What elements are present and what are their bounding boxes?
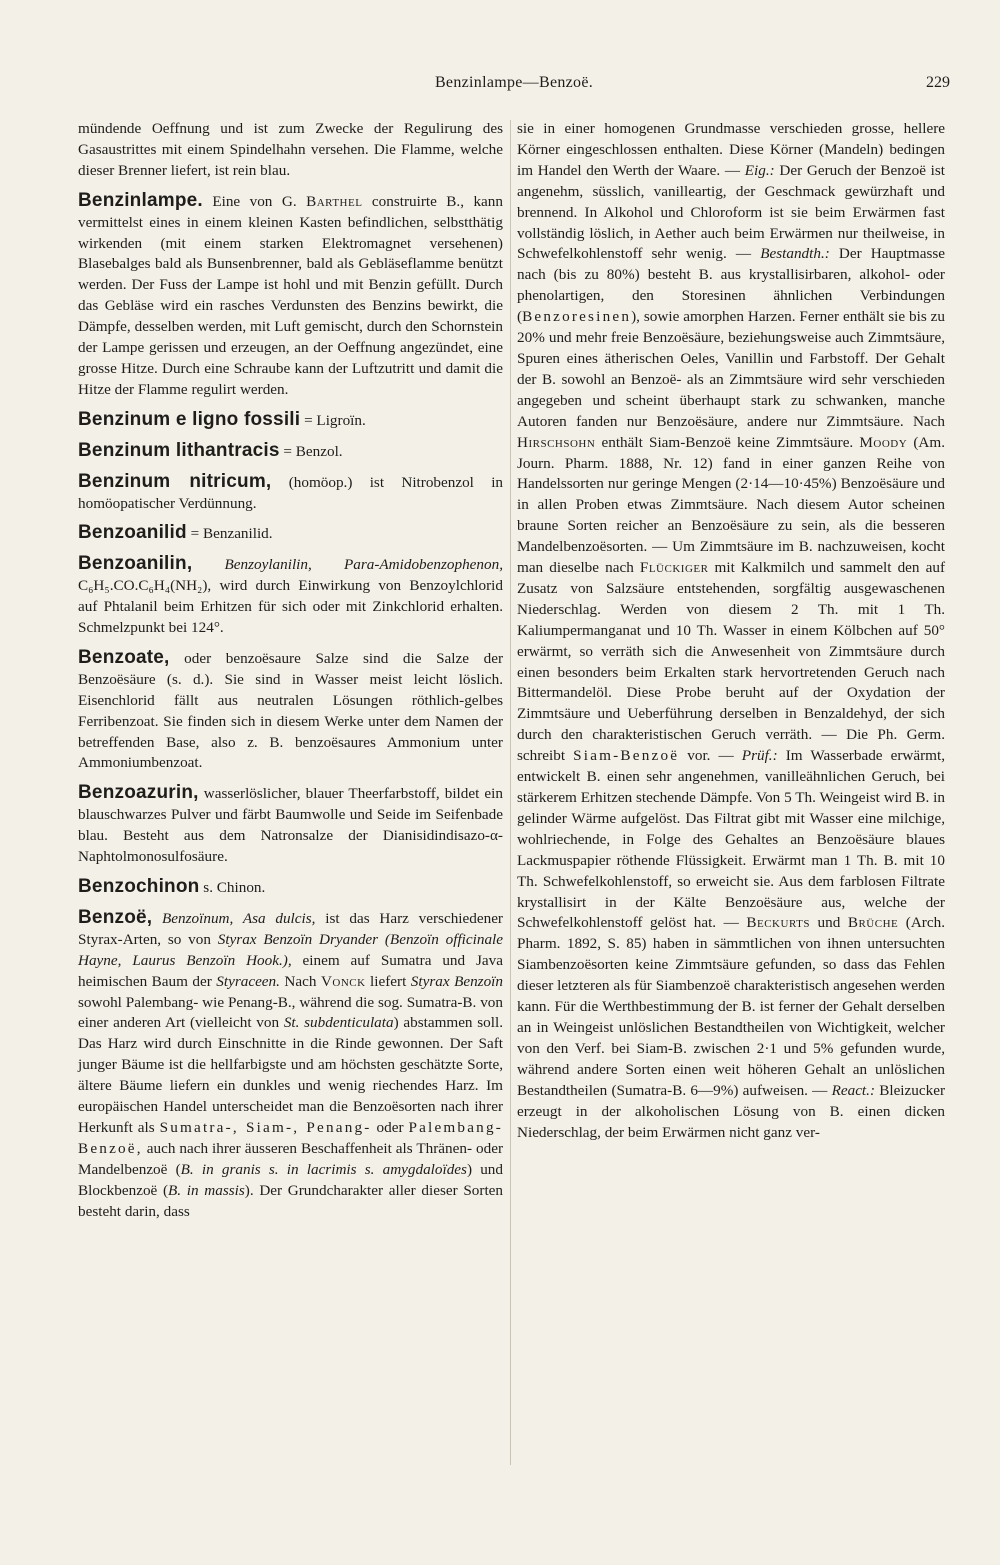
headword: Benzoazurin, xyxy=(78,782,199,804)
section-label: React.: xyxy=(831,1081,876,1099)
headword: Benzinlampe. xyxy=(78,189,203,211)
entry-text: auch nach ihrer äusseren Beschaffenheit als Thränen- oder Mandelbenzoë ( xyxy=(78,1139,503,1178)
right-column xyxy=(517,119,945,1143)
entry-text: mit Kalkmilch und sammelt den auf Zusatz von Salzsäure entstehenden, sorgfältig ausgewaschenen Niederschlag. Werden von diesem 2 Th. mit 1 Th. Kaliumpermanganat und 10 Th. Wasser in einem Kölbchen auf 50° erwärmt, so verräth sich die Anwesenheit von Zimmtsäure durch einen besonders beim Erkalten stark hervortretenden Geruch nach Bittermandelöl. Diese Probe beruht auf der Oxydation der Zimmtsäure und Ueberführung derselben in Benzaldehyd, der sich durch den charakteristischen Geruch verräth. — Die Ph. Germ. schreibt xyxy=(517,559,945,765)
entry-text: ) und Blockbenzoë ( xyxy=(78,1160,503,1199)
spaced-term: Siam-Benzoë xyxy=(573,747,680,765)
family-name: Styraceen. xyxy=(216,972,280,990)
entry-text: ), sowie amorphen Harzen. Ferner enthält sie bis zu 20% und mehr freie Benzoësäure, beziehungsweise auch Zimmtsäure, Spuren eines ätherischen Oeles, Vanillin und Farbstoff. Der Gehalt der B. sowohl an Benzoë- als an Zimmtsäure wird sehr verschieden angegeben und scheint überhaupt stark zu schwanken, manche Autoren fanden nur Benzoësäure, andere nur Zimmtsäure. Nach xyxy=(517,308,945,430)
entry-benzochinon xyxy=(78,877,503,899)
species-name: St. subdenticulata xyxy=(283,1014,394,1032)
headword: Benzoanilin, xyxy=(78,553,193,575)
entry-text: C₆H₅.CO.C₆H₄(NH₂), wird durch Einwirkung von Benzoylchlorid auf Phtalanil beim Erhitzen für sich oder mit Zinkchlorid erhalten. Schmelzpunkt bei 124°. xyxy=(78,577,503,637)
section-label: Bestandth.: xyxy=(760,245,830,263)
species-name: Styrax Benzoïn xyxy=(410,972,504,990)
entry-text: vor. — xyxy=(679,747,742,765)
running-title: Benzinlampe—Benzoë. xyxy=(434,74,594,91)
entry-text: sie in einer homogenen Grundmasse verschieden grosse, hellere Körner eingeschlossen enthalten. Diese Körner (Mandeln) bedingen im Handel den Werth der Waare. — xyxy=(517,120,945,179)
entry-text: = Benzol. xyxy=(279,442,343,460)
entry-text: ist das Harz verschiedener Styrax-Arten, so von xyxy=(78,909,503,948)
entry-text: (homöop.) ist Nitrobenzol in homöopatischer Verdünnung. xyxy=(78,473,504,512)
column-divider xyxy=(510,120,511,1465)
entry-benzoazurin xyxy=(78,783,503,868)
intro-text: mündende Oeffnung und ist zum Zwecke der Regulirung des Gasaustrittes mit einem Spindelhahn versehen. Die Flamme, welche dieser Brenner liefert, ist rein blau. xyxy=(78,120,503,179)
entry-benzinlampe xyxy=(78,191,503,401)
entry-text: = Benzanilid. xyxy=(186,525,273,543)
author-name: Beckurts xyxy=(746,914,810,932)
entry-text: und xyxy=(809,914,848,932)
entry-text: oder benzoësaure Salze sind die Salze der Benzoësäure (s. d.). Sie sind in Wasser meist leicht löslich. Eisenchlorid fällt aus neutralen Lösungen röthlich-gelbes Ferribenzoat. Sie finden sich in diesem Werke unter dem Namen der betreffenden Base, also z. B. benzoësaures Ammonium unter Ammoniumbenzoat. xyxy=(78,649,503,772)
entry-text: (Am. Journ. Pharm. 1888, Nr. 12) fand in einer ganzen Reihe von Handelssorten nur geringe Mengen (2·14—10·45%) Benzoësäure und in allen Proben etwas Zimmtsäure. Nach diesem Autor scheinen braune Sorten reicher an Benzoësäure zu sein, als die besseren Mandelbenzoësorten. — Um Zimmtsäure im B. nachzuweisen, kocht man dieselbe nach xyxy=(517,433,945,577)
entry-text: Der Geruch der Benzoë ist angenehm, süsslich, vanilleartig, der Geschmack gewürzhaft und brennend. In Alkohol und Chloroform ist sie beim Erwärmen fast vollständig löslich, in Aether auch beim Erwärmen nur theilweise, in Schwefelkohlenstoff sehr wenig. — xyxy=(517,161,945,263)
entry-text: Bleizucker erzeugt in der alkoholischen Lösung von B. einen dicken Niederschlag, der beim Erwärmen nicht ganz ver- xyxy=(517,1081,945,1141)
benzoe-continuation xyxy=(517,119,945,1143)
section-label: Prüf.: xyxy=(741,747,778,765)
entry-benzoanilid xyxy=(78,523,503,545)
entry-text: enthält Siam-Benzoë keine Zimmtsäure. xyxy=(595,433,860,451)
entry-benzoanilin xyxy=(78,554,503,639)
running-header xyxy=(78,74,950,98)
headword: Benzinum e ligno fossili xyxy=(78,408,301,430)
author-name: Brüche xyxy=(847,914,899,932)
left-column xyxy=(78,119,503,1223)
entry-text: (Arch. Pharm. 1892, S. 85) haben in sämmtlichen von ihnen untersuchten Siambenzoësorten keine Zimmtsäure gefunden, so dass das Fehlen dieser letzteren als für Siambenzoë charakteristisch angesehen werden kann. Für die Werthbestimmung der B. ist ferner der Gehalt derselben an in Weingeist unlöslichen Bestandtheilen von Wichtigkeit, welcher von den Verf. bei Siam-B. zwischen 2·1 und 5% gefunden wurde, während andere Sorten einen weit höheren Gehalt an unlöslichen Bestandtheilen (Sumatra-B. 6—9%) aufweisen. — xyxy=(517,914,946,1099)
entry-text: Im Wasserbade erwärmt, entwickelt B. einen sehr angenehmen, vanilleähnlichen Geruch, bei stärkerem Erhitzen stechende Dämpfe. Von 5 Th. Weingeist wird B. in gelinder Wärme aufgelöst. Das Filtrat gibt mit Wasser eine milchige, wohlriechende, in Folge des Gehaltes an Benzoësäure blaues Lackmuspapier röthende Flüssigkeit. Erwärmt man 1 Th. B. mit 10 Th. Schwefelkohlenstoff, so erweicht sie. Aus dem farblosen Filtrate krystallisirt in der Kälte Benzoësäure aus, welche der Schwefelkohlenstoff gelöst hat. — xyxy=(517,747,946,932)
author-name: Moody xyxy=(859,433,908,451)
entry-benzinum-nitricum xyxy=(78,472,503,515)
entry-benzoate xyxy=(78,648,503,774)
entry-text: ) abstammen soll. Das Harz wird durch Einschnitte in die Rinde gewonnen. Der Saft junger Bäume ist die hellfarbigste und am höchsten geschätzte Sorte, ältere Bäume liefern ein dunkles und wenig riechendes Harz. Im europäischen Handel unterscheidet man die Benzoësorten nach ihrer Herkunft als xyxy=(78,1014,503,1136)
headword: Benzinum nitricum, xyxy=(78,470,272,492)
spaced-term: Palembang-Benzoë, xyxy=(78,1118,503,1157)
entry-text: = Ligroïn. xyxy=(300,411,366,429)
author-name: Flückiger xyxy=(639,559,709,577)
author-name: Barthel xyxy=(306,192,363,210)
entry-text: Nach xyxy=(279,972,321,990)
headword: Benzoanilid xyxy=(78,522,187,544)
latin-term: B. in massis xyxy=(168,1181,245,1199)
entry-text: wasserlöslicher, blauer Theerfarbstoff, bildet ein blauschwarzes Pulver und färbt Baumwolle und Seide im Seifenbade blau. Besteht aus dem Natronsalze der Dianisidindisazo-α-Naphtolmonosulfosäure. xyxy=(78,785,503,866)
entry-text: liefert xyxy=(365,972,411,990)
spaced-term: Sumatra-, Siam-, Penang- xyxy=(159,1118,372,1136)
entry-benzinum-ligno xyxy=(78,410,503,432)
entry-text: s. Chinon. xyxy=(199,879,266,896)
spaced-term: Benzoresinen xyxy=(522,308,632,326)
section-label: Eig.: xyxy=(744,161,775,179)
synonyms: Benzoïnum, Asa dulcis, xyxy=(152,909,316,927)
author-name: Hirschsohn xyxy=(517,433,596,451)
author-name: Vonck xyxy=(320,972,366,990)
entry-text: sowohl Palembang- wie Penang-B., während die sog. Sumatra-B. von einer anderen Art (vielleicht von xyxy=(78,993,503,1032)
headword: Benzochinon xyxy=(78,876,200,897)
headword: Benzoë, xyxy=(78,906,153,928)
synonyms: Benzoylanilin, Para-Amidobenzophenon, xyxy=(192,556,503,574)
headword: Benzoate, xyxy=(78,646,170,668)
headword: Benzinum lithantracis xyxy=(78,439,280,461)
species-name: Styrax Benzoïn Dryander (Benzoïn officinale Hayne, Laurus Benzoïn Hook.), xyxy=(78,930,503,969)
entry-text: ). Der Grundcharakter aller dieser Sorten besteht darin, dass xyxy=(78,1181,504,1220)
entry-benzoe xyxy=(78,908,503,1223)
entry-text: einem auf Sumatra und Java heimischen Baum der xyxy=(78,951,503,990)
entry-text: oder xyxy=(371,1118,409,1136)
entry-benzinum-lithantracis xyxy=(78,441,503,463)
entry-text: Der Hauptmasse nach (bis zu 80%) besteht B. aus krystallisirbaren, alkohol- oder phenolartigen, den Storesinen ähnlichen Verbindungen ( xyxy=(517,245,946,326)
latin-term: B. in granis s. in lacrimis s. amygdaloïdes xyxy=(180,1160,467,1178)
intro-paragraph xyxy=(78,119,503,182)
entry-text: Eine von G. xyxy=(202,192,307,210)
entry-text: construirte B., kann vermittelst eines in einem kleinen Kasten befindlichen, selbstthätig wirkenden (mit einem starken Elektromagnet versehenen) Blasebalges bald als Bunsenbrenner, bald als Gebläseflamme benützt werden. Der Fuss der Lampe ist hohl und mit Benzin gefüllt. Durch das Gebläse wird ein rasches Verdunsten des Benzins bewirkt, die Dämpfe, desselben werden, mit Luft gemischt, durch den Schornstein der Lampe gerissen und erzeugen, an der Oeffnung angezündet, eine grosse Hitze. Durch eine Schraube kann der Luftzutritt und damit die Hitze der Flamme regulirt werden. xyxy=(78,192,503,398)
page-number: 229 xyxy=(926,74,950,91)
